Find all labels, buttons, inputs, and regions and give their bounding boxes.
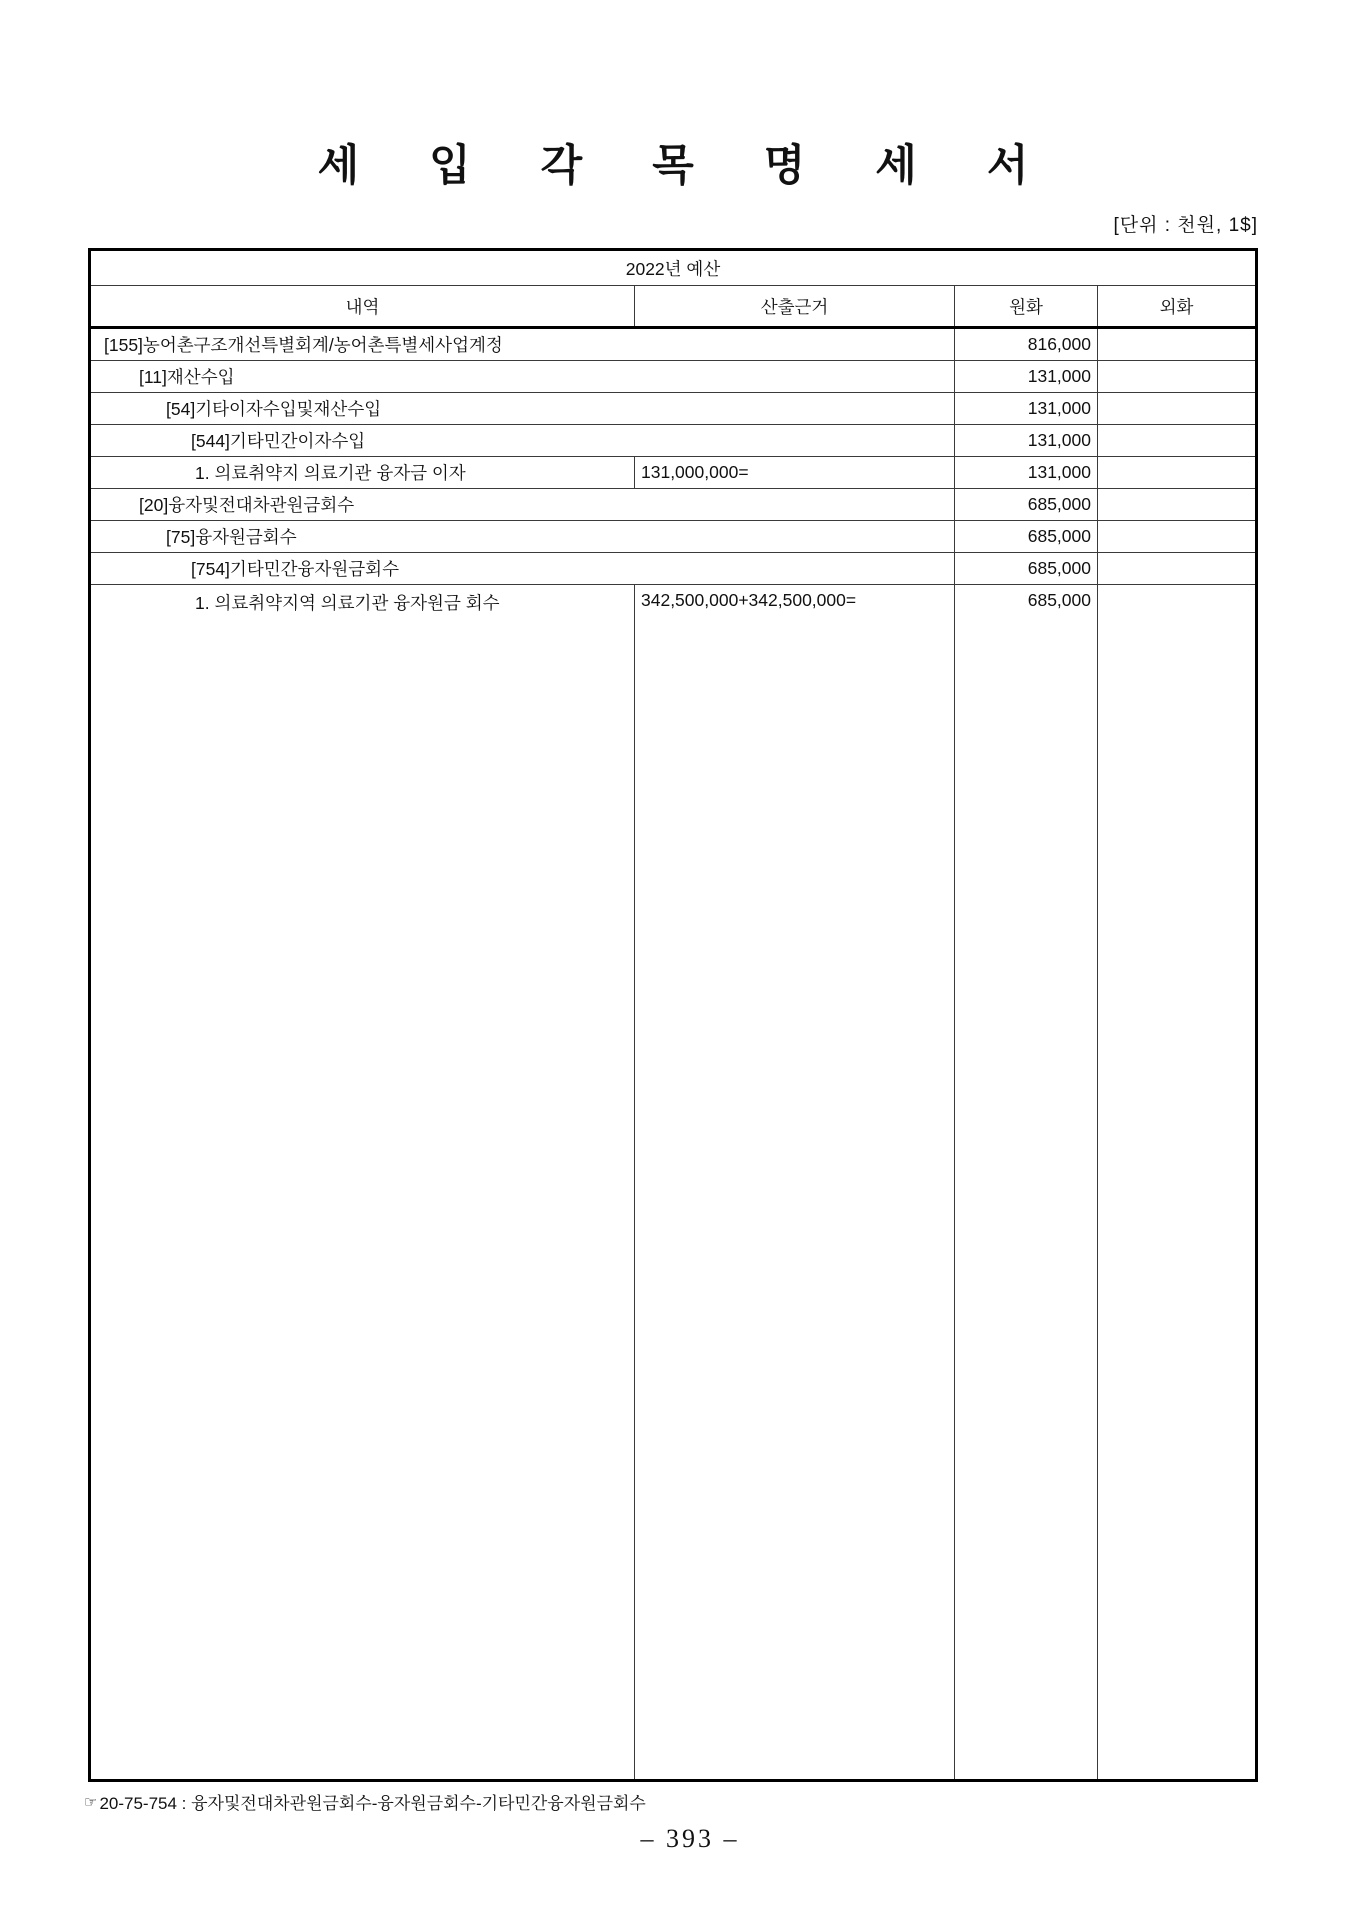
foreign-amount bbox=[1098, 521, 1255, 552]
table-row bbox=[91, 553, 1255, 585]
footnote bbox=[84, 1789, 646, 1814]
table-row bbox=[91, 361, 1255, 393]
won-amount: 685,000 bbox=[955, 489, 1098, 520]
foreign-amount bbox=[1098, 585, 1255, 1779]
account-label: [11]재산수입 bbox=[91, 361, 955, 392]
foreign-amount bbox=[1098, 425, 1255, 456]
foreign-amount bbox=[1098, 393, 1255, 424]
item-label: 1. 의료취약지역 의료기관 융자원금 회수 bbox=[91, 585, 635, 1779]
foreign-amount bbox=[1098, 361, 1255, 392]
budget-table bbox=[88, 248, 1258, 1782]
table-row-year bbox=[91, 251, 1255, 286]
column-header-basis: 산출근거 bbox=[635, 286, 955, 326]
table-row bbox=[91, 329, 1255, 361]
table-row bbox=[91, 393, 1255, 425]
table-row bbox=[91, 489, 1255, 521]
unit-label: [단위 : 천원, 1$] bbox=[1113, 215, 1258, 236]
won-amount: 131,000 bbox=[955, 457, 1098, 488]
foreign-amount bbox=[1098, 489, 1255, 520]
won-amount: 685,000 bbox=[955, 521, 1098, 552]
table-header-row bbox=[91, 286, 1255, 329]
calculation-basis: 131,000,000= bbox=[635, 457, 955, 488]
won-amount: 131,000 bbox=[955, 393, 1098, 424]
pointing-hand-icon: ☞ bbox=[84, 1793, 98, 1811]
account-label: [75]융자원금회수 bbox=[91, 521, 955, 552]
won-amount: 685,000 bbox=[955, 553, 1098, 584]
table-row bbox=[91, 521, 1255, 553]
account-label: [155]농어촌구조개선특별회계/농어촌특별세사업계정 bbox=[91, 329, 955, 360]
table-row bbox=[91, 585, 1255, 1779]
won-amount: 816,000 bbox=[955, 329, 1098, 360]
column-header-detail: 내역 bbox=[91, 286, 635, 326]
page-number: – 393 – bbox=[640, 1824, 740, 1853]
account-label: [54]기타이자수입및재산수입 bbox=[91, 393, 955, 424]
account-label: [544]기타민간이자수입 bbox=[91, 425, 955, 456]
foreign-amount bbox=[1098, 329, 1255, 360]
page-title: 세입각목명세서 bbox=[317, 142, 1099, 190]
item-label: 1. 의료취약지 의료기관 융자금 이자 bbox=[91, 457, 635, 488]
account-label: [20]융자및전대차관원금회수 bbox=[91, 489, 955, 520]
account-label: [754]기타민간융자원금회수 bbox=[91, 553, 955, 584]
foreign-amount bbox=[1098, 553, 1255, 584]
table-row bbox=[91, 457, 1255, 489]
footnote-text: 20-75-754 : 융자및전대차관원금회수-융자원금회수-기타민간융자원금회수 bbox=[99, 1794, 646, 1813]
calculation-basis: 342,500,000+342,500,000= bbox=[635, 585, 955, 1779]
column-header-foreign: 외화 bbox=[1159, 296, 1194, 317]
table-row bbox=[91, 425, 1255, 457]
column-header-won: 원화 bbox=[955, 286, 1098, 326]
year-header: 2022년 예산 bbox=[625, 258, 721, 279]
won-amount: 685,000 bbox=[955, 585, 1098, 1779]
won-amount: 131,000 bbox=[955, 425, 1098, 456]
foreign-amount bbox=[1098, 457, 1255, 488]
won-amount: 131,000 bbox=[955, 361, 1098, 392]
